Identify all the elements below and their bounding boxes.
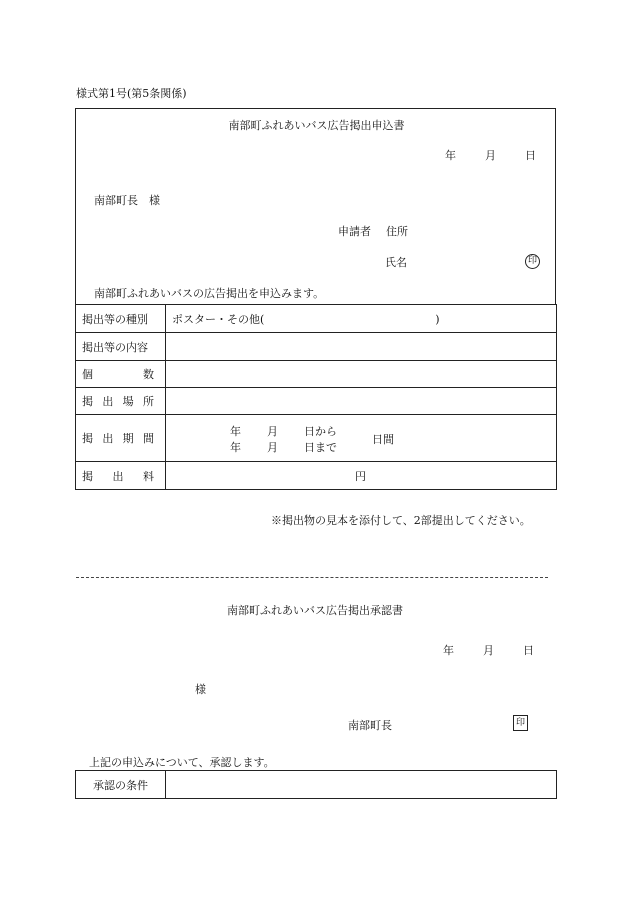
fee-unit: 円 — [355, 469, 366, 483]
approval-date-year: 年 — [443, 644, 454, 657]
count-label-cell — [76, 361, 166, 388]
fee-label-cell: 掲 出 料 — [76, 462, 166, 490]
name-label: 氏名 — [385, 256, 407, 269]
application-box — [75, 108, 556, 304]
approval-date-day: 日 — [523, 644, 534, 657]
content-label: 掲出等の内容 — [76, 333, 166, 361]
condition-cell[interactable] — [166, 771, 557, 799]
approval-date-month: 月 — [483, 644, 494, 657]
location-cell[interactable] — [166, 388, 557, 415]
count-cell[interactable] — [166, 361, 557, 388]
type-value: ポスター・その他( — [172, 312, 265, 326]
form-header: 様式第1号(第5条関係) — [76, 87, 187, 100]
submission-note: ※掲出物の見本を添付して、2部提出してください。 — [271, 514, 531, 527]
type-close: ) — [435, 312, 440, 326]
type-label: 掲出等の種別 — [76, 305, 166, 333]
condition-label: 承認の条件 — [76, 771, 166, 799]
row-period — [76, 415, 557, 462]
content-cell[interactable] — [166, 333, 557, 361]
period-from: 年 月 日から — [230, 425, 337, 438]
row-location — [76, 388, 557, 415]
approval-seal-stamp: 印 — [513, 715, 528, 731]
application-statement: 南部町ふれあいバスの広告掲出を申込みます。 — [94, 287, 325, 300]
application-table — [75, 304, 557, 490]
approval-addressee: 様 — [195, 683, 206, 696]
date-year-label: 年 — [445, 149, 456, 162]
cut-line — [76, 577, 548, 578]
row-type — [76, 305, 557, 333]
period-days: 日間 — [372, 433, 394, 446]
date-day-label: 日 — [525, 149, 536, 162]
count-label-b: 数 — [143, 368, 154, 381]
address-label: 住所 — [386, 225, 408, 238]
row-fee — [76, 462, 557, 490]
period-to: 年 月 日まで — [230, 441, 337, 454]
row-condition — [76, 771, 557, 799]
approval-table — [75, 770, 557, 799]
period-cell[interactable] — [166, 415, 557, 462]
period-label-cell: 掲 出 期 間 — [76, 415, 166, 462]
applicant-address — [338, 223, 408, 239]
approval-statement: 上記の申込みについて、承認します。 — [89, 756, 275, 769]
count-label-a: 個 — [82, 368, 93, 381]
applicant-label: 申請者 — [338, 225, 371, 238]
fee-cell[interactable] — [166, 462, 557, 490]
row-content — [76, 333, 557, 361]
approval-issuer: 南部町長 — [348, 719, 392, 732]
date-month-label: 月 — [485, 149, 496, 162]
approval-date — [443, 642, 534, 658]
location-label-cell: 掲 出 場 所 — [76, 388, 166, 415]
application-date — [445, 147, 536, 163]
approval-title: 南部町ふれあいバス広告掲出承認書 — [227, 604, 403, 617]
seal-stamp: 印 — [525, 254, 540, 269]
application-title: 南部町ふれあいバス広告掲出申込書 — [228, 119, 405, 132]
application-addressee: 南部町長 様 — [94, 194, 160, 207]
row-count — [76, 361, 557, 388]
type-cell[interactable] — [166, 305, 557, 333]
